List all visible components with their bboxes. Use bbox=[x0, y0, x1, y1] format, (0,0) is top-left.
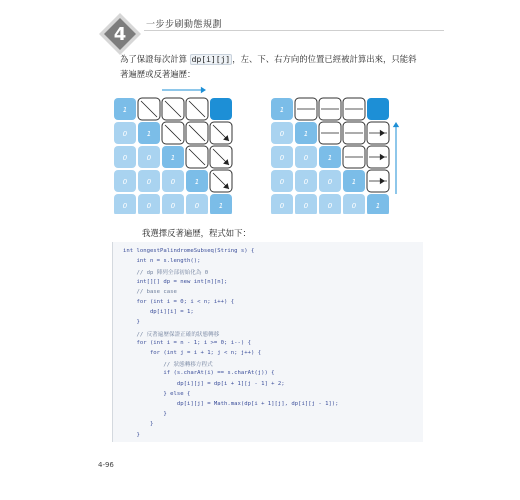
dp-cell-value: 0 bbox=[170, 178, 176, 186]
reverse-traversal-diagram bbox=[265, 86, 405, 214]
dp-cell-value: 1 bbox=[351, 178, 357, 186]
code-line: } else { bbox=[123, 390, 191, 397]
dp-cell-value: 1 bbox=[122, 106, 128, 114]
dp-cell-value: 0 bbox=[303, 178, 309, 186]
dp-cell-value: 0 bbox=[122, 130, 128, 138]
code-line: // dp 陣列全部初始化為 0 bbox=[123, 270, 209, 277]
dp-cell-value: 0 bbox=[303, 202, 309, 210]
intro-text-1: 為了保證每次計算 bbox=[120, 54, 190, 64]
code-listing bbox=[112, 242, 423, 442]
dp-cell-value: 0 bbox=[279, 202, 285, 210]
intro-paragraph bbox=[120, 52, 420, 81]
code-line: // base case bbox=[123, 288, 177, 295]
dp-cell-value: 0 bbox=[279, 178, 285, 186]
intro-code: dp[i][j] bbox=[191, 55, 231, 64]
dp-cell-value: 0 bbox=[146, 154, 152, 162]
code-line: for (int i = n - 1; i >= 0; i--) { bbox=[123, 339, 251, 346]
chapter-badge bbox=[98, 12, 142, 56]
dp-cell-value: 0 bbox=[194, 202, 200, 210]
page-number: 4-96 bbox=[98, 461, 114, 469]
arrowhead bbox=[393, 122, 399, 127]
dp-cell bbox=[210, 98, 232, 120]
dp-cell-value: 1 bbox=[170, 154, 176, 162]
dp-cell bbox=[367, 98, 389, 120]
code-line: int[][] dp = new int[n][n]; bbox=[123, 278, 228, 285]
code-line: } bbox=[123, 421, 154, 428]
dp-cell-value: 0 bbox=[327, 202, 333, 210]
header-divider bbox=[144, 30, 444, 31]
code-line: dp[i][j] = dp[i + 1][j - 1] + 2; bbox=[123, 380, 285, 387]
dp-cell-value: 0 bbox=[279, 154, 285, 162]
chapter-title: 一步步刷動態規劃 bbox=[146, 20, 223, 30]
arrowhead bbox=[201, 87, 206, 93]
diagonal-traversal-diagram bbox=[108, 86, 243, 214]
dp-cell-value: 1 bbox=[146, 130, 152, 138]
code-line: } bbox=[123, 431, 140, 438]
dp-cell-value: 0 bbox=[122, 178, 128, 186]
dp-cell-value: 0 bbox=[146, 202, 152, 210]
chapter-number: 4 bbox=[113, 24, 127, 45]
dp-cell-value: 0 bbox=[279, 130, 285, 138]
dp-cell-value: 1 bbox=[327, 154, 333, 162]
dp-cell-value: 0 bbox=[122, 202, 128, 210]
code-line: } bbox=[123, 411, 167, 418]
intro-text-2: ，左、下、右方向的位置已經被計算出來，只能斜著遍歷或反著遍歷： bbox=[120, 54, 417, 79]
code-line: int longestPalindromeSubseq(String s) { bbox=[123, 248, 255, 254]
dp-cell-value: 1 bbox=[375, 202, 381, 210]
code-line: int n = s.length(); bbox=[123, 258, 201, 265]
code-line: dp[i][j] = Math.max(dp[i + 1][j], dp[i][j - 1]); bbox=[123, 401, 339, 407]
dp-cell-value: 1 bbox=[194, 178, 200, 186]
dp-cell-value: 0 bbox=[303, 154, 309, 162]
code-line: // 反著遍歷保證正確的狀態轉移 bbox=[123, 331, 220, 338]
code-line: // 狀態轉移方程式 bbox=[123, 362, 213, 369]
code-line: dp[i][i] = 1; bbox=[123, 309, 194, 316]
dp-cell-value: 1 bbox=[218, 202, 224, 210]
dp-cell-value: 0 bbox=[122, 154, 128, 162]
code-caption: 我選擇反著遍歷，程式如下： bbox=[142, 228, 251, 238]
code-line: for (int j = i + 1; j < n; j++) { bbox=[123, 350, 262, 356]
code-line: for (int i = 0; i < n; i++) { bbox=[123, 299, 235, 305]
dp-cell-value: 1 bbox=[279, 106, 285, 114]
dp-cell-value: 0 bbox=[351, 202, 357, 210]
dp-cell-value: 0 bbox=[170, 202, 176, 210]
dp-cell-value: 0 bbox=[327, 178, 333, 186]
dp-cell-value: 1 bbox=[303, 130, 309, 138]
code-line: } bbox=[123, 319, 140, 326]
dp-cell-value: 0 bbox=[146, 178, 152, 186]
code-line: if (s.charAt(i) == s.charAt(j)) { bbox=[123, 370, 275, 377]
